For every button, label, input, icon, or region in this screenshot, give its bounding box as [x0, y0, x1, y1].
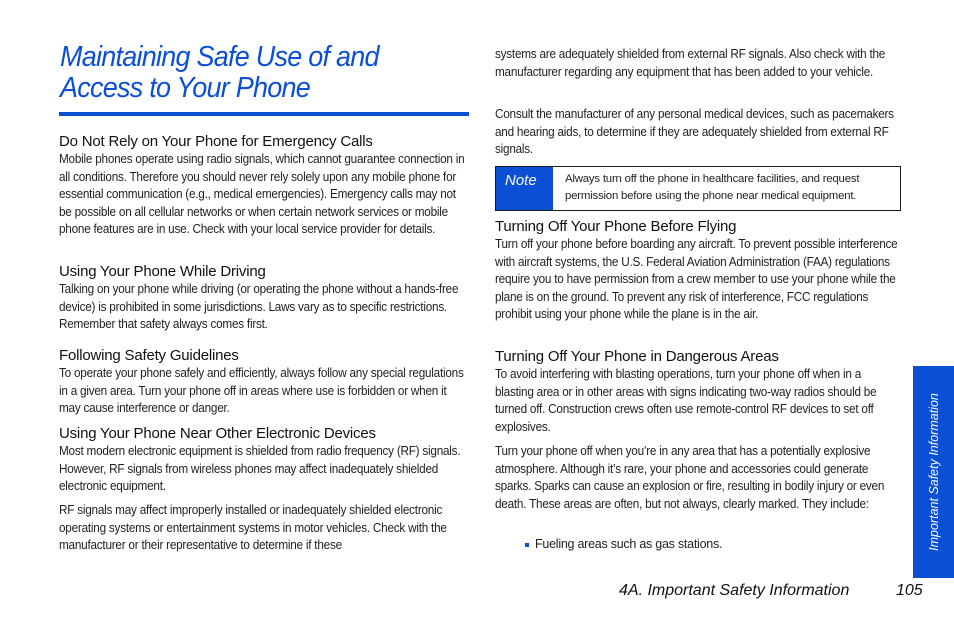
flying-section	[495, 218, 903, 324]
footer-section-title: 4A. Important Safety Information	[619, 582, 850, 599]
flying-body: Turn off your phone before boarding any aircraft. To prevent possible interference with aircraft systems, the U.S. Federal Aviation Administration (FAA) regulations require you to have permission from a crew member to use your phone while the plane is on the ground. To prevent any risk of interference, FCC regulations prohibit using your phone while the plane is in the air.	[495, 237, 898, 322]
electronic-body-2: RF signals may affect improperly installed or inadequately shielded electronic operating systems or entertainment systems in motor vehicles. Check with the manufacturer or their representative to determine if these	[59, 503, 447, 553]
dangerous-section	[495, 348, 903, 436]
driving-heading: Using Your Phone While Driving	[59, 263, 266, 280]
bullet-list-item	[525, 537, 722, 551]
dangerous-heading: Turning Off Your Phone in Dangerous Areas	[495, 348, 779, 365]
driving-section	[59, 263, 469, 334]
note-text: Always turn off the phone in healthcare facilities, and request permission before using the phone near medical equipment.	[565, 173, 860, 202]
driving-body: Talking on your phone while driving (or operating the phone without a hands-free device) is prohibited in some jurisdictions. Laws vary as to specific restrictions. Remember that safety always comes first.	[59, 282, 459, 332]
page-number: 105	[896, 582, 923, 599]
dangerous-body-1: To avoid interfering with blasting operations, turn your phone off when in a blasting area or in other areas with signs indicating two-way radios should be turned off. Construction crews often use remote-control RF devices to set off explosives.	[495, 367, 877, 434]
electronic-continued	[59, 502, 469, 555]
title-divider	[59, 112, 469, 116]
emergency-body: Mobile phones operate using radio signals, which cannot guarantee connection in all conditions. Therefore you should never rely solely upon any mobile phone for essential communication (e.g., medical emergencies). Emergency calls may not be possible on all cellular networks or when certain network services or mobile phone features are in use. Check with your local service provider for details.	[59, 152, 465, 237]
medical-devices	[495, 106, 903, 159]
electronic-heading: Using Your Phone Near Other Electronic Devices	[59, 425, 376, 442]
electronic-section	[59, 425, 469, 496]
note-label: Note	[496, 167, 553, 210]
bullet-square-icon	[525, 543, 529, 547]
page-title: Maintaining Safe Use of and Access to Your Phone	[60, 41, 379, 104]
electronic-section-cont	[495, 46, 903, 81]
emergency-section	[59, 133, 469, 239]
electronic-body-4: Consult the manufacturer of any personal medical devices, such as pacemakers and hearing aids, to determine if they are adequately shielded from external RF signals.	[495, 107, 894, 157]
side-tab	[913, 366, 954, 578]
flying-heading: Turning Off Your Phone Before Flying	[495, 218, 737, 235]
side-tab-label: Important Safety Information	[926, 393, 941, 551]
dangerous-continued	[495, 443, 903, 513]
guidelines-section	[59, 347, 469, 418]
electronic-body-1: Most modern electronic equipment is shielded from radio frequency (RF) signals. However, RF signals from wireless phones may affect inadequately shielded electronic equipment.	[59, 444, 461, 494]
emergency-heading: Do Not Rely on Your Phone for Emergency Calls	[59, 133, 373, 150]
guidelines-heading: Following Safety Guidelines	[59, 347, 239, 364]
bullet-text: Fueling areas such as gas stations.	[535, 537, 723, 551]
electronic-body-3: systems are adequately shielded from external RF signals. Also check with the manufacturer regarding any equipment that has been added to your vehicle.	[495, 47, 886, 79]
dangerous-body-2: Turn your phone off when you’re in any area that has a potentially explosive atmosphere. Although it’s rare, your phone and accessories could generate sparks. Sparks can cause an explosion or fire, resulting in bodily injury or even death. These areas are often, but not always, clearly marked. They include:	[495, 444, 885, 511]
note-box	[495, 166, 901, 211]
guidelines-body: To operate your phone safely and efficiently, always follow any special regulations in a given area. Turn your phone off in areas where use is forbidden or when it may cause interference or danger.	[59, 366, 464, 416]
